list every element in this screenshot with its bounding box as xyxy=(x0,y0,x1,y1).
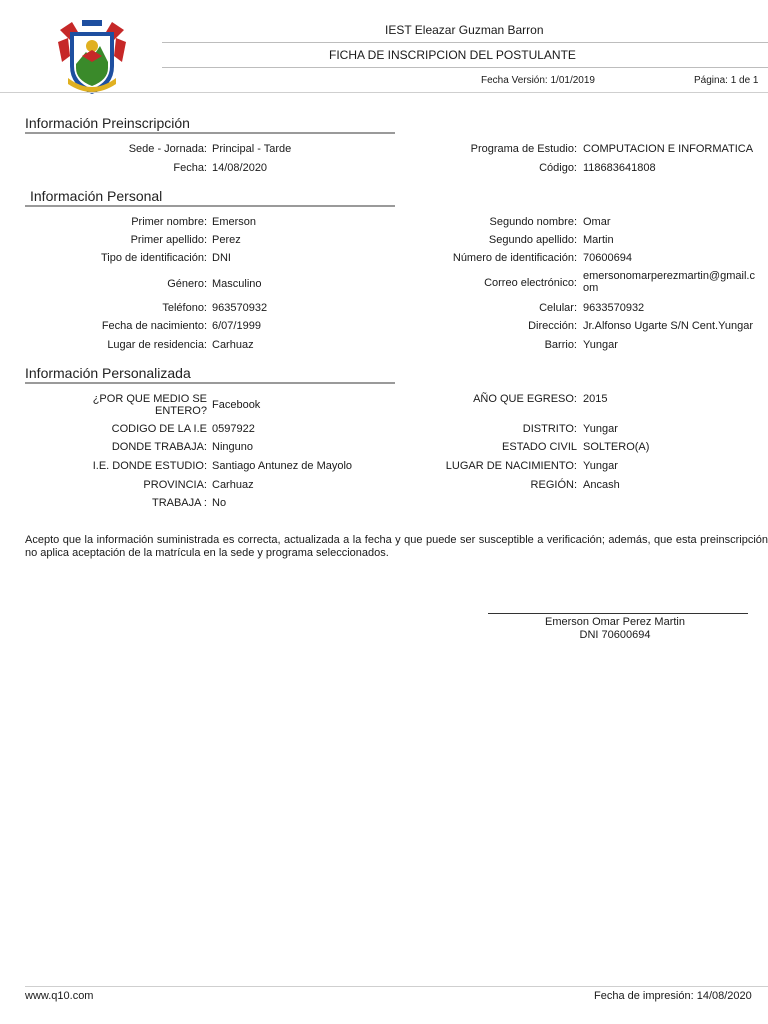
signature-name: Emerson Omar Perez Martin xyxy=(545,616,685,628)
footer-website[interactable]: www.q10.com xyxy=(25,990,94,1002)
footer-divider xyxy=(25,986,768,987)
field-value: 6/07/1999 xyxy=(212,320,261,332)
field-label: Lugar de residencia: xyxy=(107,339,207,351)
field-label: Dirección: xyxy=(528,320,577,332)
institution-crest-icon xyxy=(52,16,132,96)
field-value: Jr.Alfonso Ugarte S/N Cent.Yungar xyxy=(583,320,753,332)
field-label: CODIGO DE LA I.E xyxy=(111,423,207,435)
email-value xyxy=(583,270,768,294)
section-divider xyxy=(25,132,395,134)
field-value: 14/08/2020 xyxy=(212,162,268,174)
field-value: Yungar xyxy=(583,460,618,472)
field-label: Fecha: xyxy=(173,162,207,174)
field-value: Carhuaz xyxy=(212,339,254,351)
field-value: No xyxy=(212,497,227,509)
field-label: Número de identificación: xyxy=(452,252,577,264)
form-title: FICHA DE INSCRIPCION DEL POSTULANTE xyxy=(329,48,576,62)
field-value: SOLTERO(A) xyxy=(583,441,650,453)
field-label: LUGAR DE NACIMIENTO: xyxy=(445,460,577,472)
field-label: DISTRITO: xyxy=(522,423,577,435)
field-label: REGIÓN: xyxy=(530,479,577,491)
field-label xyxy=(93,393,207,417)
field-value: Omar xyxy=(583,216,611,228)
field-value: DNI xyxy=(212,252,231,264)
section-divider xyxy=(25,205,395,207)
field-label: AÑO QUE EGRESO: xyxy=(473,393,577,405)
field-label: Primer nombre: xyxy=(131,216,207,228)
field-label: PROVINCIA: xyxy=(143,479,207,491)
field-value: COMPUTACION E INFORMATICA xyxy=(583,143,754,155)
field-label: Sede - Jornada: xyxy=(128,143,207,155)
field-value: Yungar xyxy=(583,423,618,435)
header-divider xyxy=(0,92,768,93)
field-value: Martin xyxy=(583,234,614,246)
email-line: emersonomarperezmartin@gmail.c xyxy=(583,270,755,282)
field-value: 9633570932 xyxy=(583,302,645,314)
field-label: Segundo apellido: xyxy=(488,234,577,246)
section-title-personal: Información Personal xyxy=(30,188,163,204)
field-label: TRABAJA : xyxy=(151,497,207,509)
section-divider xyxy=(25,382,395,384)
header-divider xyxy=(162,67,768,68)
header-divider xyxy=(162,42,768,43)
section-title-personalizada: Información Personalizada xyxy=(25,365,191,381)
field-label: Tipo de identificación: xyxy=(101,252,207,264)
field-label: Código: xyxy=(539,162,577,174)
field-value: 2015 xyxy=(583,393,608,405)
field-label: Barrio: xyxy=(544,339,577,351)
field-value: 70600694 xyxy=(583,252,632,264)
field-label: Segundo nombre: xyxy=(489,216,577,228)
field-label: I.E. DONDE ESTUDIO: xyxy=(92,460,207,472)
field-label: DONDE TRABAJA: xyxy=(111,441,207,453)
institution-name: IEST Eleazar Guzman Barron xyxy=(385,23,544,37)
field-value: Yungar xyxy=(583,339,618,351)
field-label: ESTADO CIVIL xyxy=(502,441,577,453)
field-label: Correo electrónico: xyxy=(484,277,577,289)
field-value: Ancash xyxy=(583,479,620,491)
field-label: Primer apellido: xyxy=(130,234,207,246)
field-label: Programa de Estudio: xyxy=(470,143,577,155)
field-label: Fecha de nacimiento: xyxy=(101,320,207,332)
field-value: Ninguno xyxy=(212,441,253,453)
label-line: ¿POR QUE MEDIO SE xyxy=(92,393,207,405)
field-value: Carhuaz xyxy=(212,479,254,491)
signature-dni: DNI 70600694 xyxy=(579,629,651,641)
field-value: 118683641808 xyxy=(583,162,656,174)
field-value: 963570932 xyxy=(212,302,268,314)
field-value: Perez xyxy=(212,234,241,246)
field-value: 0597922 xyxy=(212,423,255,435)
section-title-preinscripcion: Información Preinscripción xyxy=(25,115,190,131)
disclaimer-text: Acepto que la información suministrada es correcta, actualizada a la fecha y que puede ser susceptible a verificación; además, que esta preinscripción no aplica aceptación de la matrícula en la sede y programa seleccionados. xyxy=(25,534,768,559)
field-value: Emerson xyxy=(212,216,257,228)
footer-print-date: Fecha de impresión: 14/08/2020 xyxy=(594,990,752,1002)
field-label: Género: xyxy=(167,278,207,290)
page-label: Página: 1 de 1 xyxy=(694,75,759,86)
field-value: Facebook xyxy=(212,399,261,411)
email-line: om xyxy=(583,282,599,294)
field-value: Principal - Tarde xyxy=(212,143,292,155)
label-line: ENTERO? xyxy=(155,405,207,417)
field-value: Masculino xyxy=(212,278,262,290)
signature-line xyxy=(488,613,748,614)
field-label: Teléfono: xyxy=(162,302,207,314)
field-value: Santiago Antunez de Mayolo xyxy=(212,460,353,472)
field-label: Celular: xyxy=(539,302,577,314)
version-label: Fecha Versión: 1/01/2019 xyxy=(481,75,595,86)
